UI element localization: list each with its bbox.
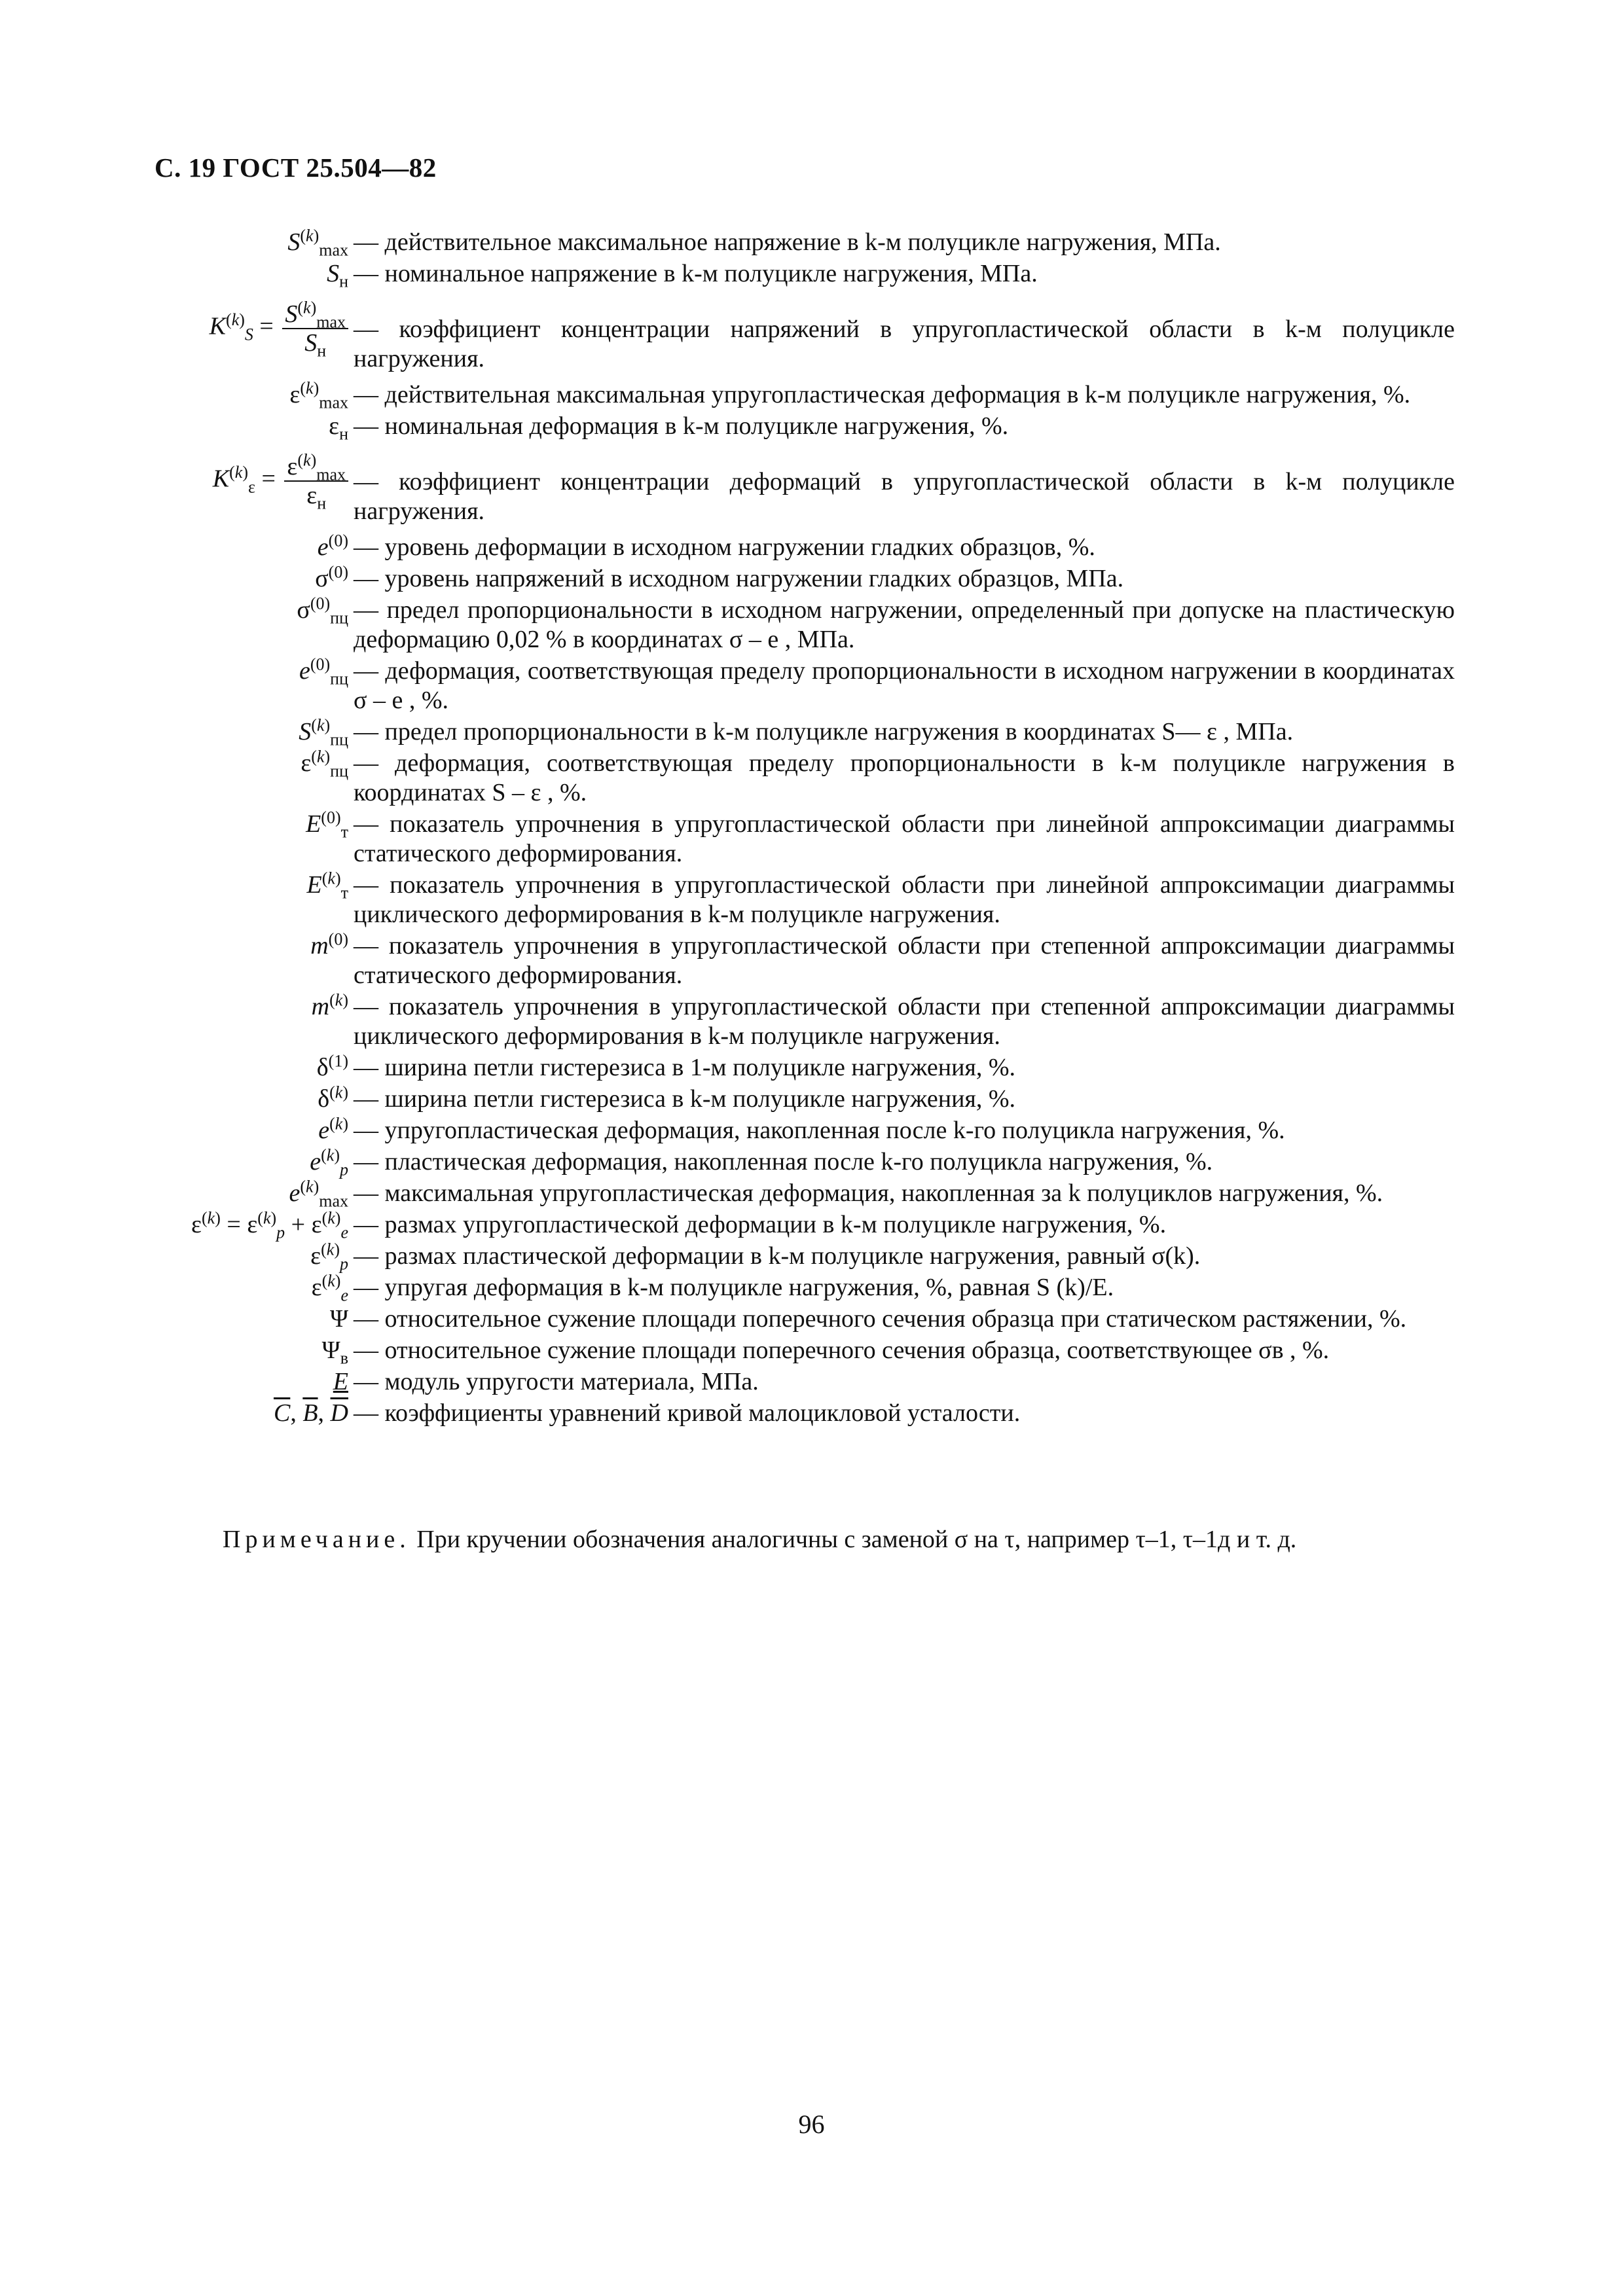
symbol-s-n: $S_н$ <box>327 260 348 291</box>
definition-row <box>0 1271 1623 1305</box>
definition-row <box>0 1053 1623 1083</box>
symbol-m-k: $m^{(k)}$ <box>311 990 348 1020</box>
definition-text: — относительное сужение площади поперечного сечения образца при статическом растяжении, %. <box>354 1305 1407 1333</box>
definition-row <box>0 810 1623 869</box>
definition-row <box>0 564 1623 594</box>
definition-text: — максимальная упругопластическая деформация, накопленная за k полуциклов нагружения, %. <box>354 1179 1383 1207</box>
definition-row <box>0 717 1623 747</box>
definition-text: — номинальная деформация в k-м полуцикле нагружения, %. <box>354 412 1009 440</box>
definition-row <box>0 450 1623 526</box>
note-text: При кручении обозначения аналогичны с заменой σ на τ, например τ–1, τ–1д и т. д. <box>410 1526 1297 1553</box>
definition-row <box>0 412 1623 444</box>
definition-text: — размах упругопластической деформации в k-м полуцикле нагружения, %. <box>354 1211 1167 1238</box>
definition-text: — ширина петли гистерезиса в k-м полуцикле нагружения, %. <box>354 1085 1016 1113</box>
definition-row <box>0 992 1623 1051</box>
definition-row <box>0 1116 1623 1145</box>
definition-row <box>0 870 1623 929</box>
definition-text: — деформация, соответствующая пределу пропорциональности в k-м полуцикле нагружения в координатах S – ε , %. <box>354 749 1455 806</box>
definition-text: — модуль упругости материала, МПа. <box>354 1368 759 1395</box>
definition-text: — упругая деформация в k-м полуцикле нагружения, %, равная S (k)/E. <box>354 1274 1114 1301</box>
definition-row <box>0 1210 1623 1240</box>
symbol-eps-p-k: $\varepsilon^{(k)}_p$ <box>310 1240 348 1274</box>
symbol-s-max: $S^{(k)}_{max}$ <box>287 226 348 260</box>
definition-row <box>0 380 1623 410</box>
definition-text: — действительное максимальное напряжение в k-м полуцикле нагружения, МПа. <box>354 228 1221 256</box>
definition-row <box>0 226 1623 260</box>
page-header: С. 19 ГОСТ 25.504—82 <box>155 152 437 183</box>
definition-text: — показатель упрочнения в упругопластической области при линейной аппроксимации диаграммы циклического деформирования в k-м полуцикле нагружения. <box>354 871 1455 928</box>
definition-row <box>0 1147 1623 1177</box>
symbol-sigma0: $\sigma^{(0)}$ <box>315 562 348 592</box>
definition-row <box>0 1085 1623 1114</box>
definition-text: — коэффициент концентрации напряжений в упругопластической области в k-м полуцикле нагружения. <box>354 315 1455 372</box>
definition-row <box>0 596 1623 655</box>
symbol-e-max-k: $e^{(k)}_{max}$ <box>289 1177 348 1211</box>
definition-text: — размах пластической деформации в k-м полуцикле нагружения, равный σ(k). <box>354 1242 1201 1270</box>
symbol-eps-max: $\varepsilon^{(k)}_{max}$ <box>289 378 348 412</box>
definition-text: — показатель упрочнения в упругопластической области при степенной аппроксимации диаграммы циклического деформирования в k-м полуцикле нагружения. <box>354 993 1455 1050</box>
definition-text: — ширина петли гистерезиса в 1-м полуцикле нагружения, %. <box>354 1054 1016 1081</box>
symbol-k-s: $K^{(k)}_S$ = $\frac{S^{(k)}_{max}}{S_н}$ <box>0 300 354 357</box>
symbol-e0: $e^{(0)}$ <box>317 531 348 561</box>
definition-text: — коэффициент концентрации деформаций в упругопластической области в k-м полуцикле нагружения. <box>354 468 1455 525</box>
symbol-psi-v: $\Psi_в$ <box>321 1336 348 1368</box>
definition-row <box>0 1336 1623 1368</box>
symbol-e-pc0: $e^{(0)}_{пц}$ <box>299 655 348 689</box>
definition-row <box>0 749 1623 808</box>
symbol-et-k: $E^{(k)}_т$ <box>306 869 348 903</box>
definition-text: — упругопластическая деформация, накопленная после k-го полуцикла нагружения, %. <box>354 1117 1285 1144</box>
symbol-m0: $m^{(0)}$ <box>310 929 348 960</box>
page-number: 96 <box>798 2109 825 2139</box>
symbol-e-k: $e^{(k)}$ <box>318 1114 348 1144</box>
definition-text: — коэффициенты уравнений кривой малоцикловой усталости. <box>354 1399 1021 1427</box>
definition-row <box>0 1177 1623 1211</box>
note-label: Примечание. <box>223 1526 410 1553</box>
definition-row <box>0 300 1623 374</box>
symbol-ep-k: $e^{(k)}_p$ <box>310 1145 348 1179</box>
symbol-eps-e-k: $\varepsilon^{(k)}_e$ <box>311 1271 348 1305</box>
definitions-list <box>0 228 1623 1430</box>
symbol-eps-pc-k: $\varepsilon^{(k)}_{пц}$ <box>301 747 348 781</box>
definition-text: — относительное сужение площади поперечного сечения образца, соответствующее σв , %. <box>354 1336 1330 1364</box>
symbol-e-mod: E <box>333 1368 348 1395</box>
definition-text: — предел пропорциональности в k-м полуцикле нагружения в координатах S— ε , МПа. <box>354 718 1294 745</box>
symbol-psi: Ψ <box>329 1305 348 1333</box>
definition-text: — уровень напряжений в исходном нагружении гладких образцов, МПа. <box>354 565 1124 592</box>
note <box>223 1525 1296 1554</box>
definition-row <box>0 1367 1623 1397</box>
symbol-eps-n: $\varepsilon_н$ <box>329 412 348 444</box>
definition-text: — предел пропорциональности в исходном нагружении, определенный при допуске на пластическую деформацию 0,02 % в координатах σ – e , МПа. <box>354 596 1455 653</box>
symbol-delta1: $\delta^{(1)}$ <box>316 1051 348 1081</box>
definition-text: — номинальное напряжение в k-м полуцикле нагружения, МПа. <box>354 260 1038 287</box>
definition-text: — уровень деформации в исходном нагружении гладких образцов, %. <box>354 533 1095 561</box>
symbol-k-eps: $K^{(k)}_\varepsilon$ = $\frac{\varepsilon^{(k)}_{max}}{\varepsilon_н}$ <box>0 453 354 509</box>
symbol-cbd: $\overline{C}$, $\overline{B}$, $\overline{D}$ <box>273 1399 348 1427</box>
definition-text: — показатель упрочнения в упругопластической области при линейной аппроксимации диаграммы статического деформирования. <box>354 810 1455 867</box>
definition-row <box>0 1304 1623 1334</box>
definition-row <box>0 1240 1623 1274</box>
definition-row <box>0 259 1623 289</box>
symbol-delta-k: $\delta^{(k)}$ <box>318 1083 348 1113</box>
definition-row <box>0 931 1623 990</box>
definition-row <box>0 1399 1623 1428</box>
definition-row <box>0 533 1623 562</box>
definition-text: — действительная максимальная упругопластическая деформация в k-м полуцикле нагружения, %. <box>354 381 1411 408</box>
symbol-sigma-pc0: $\sigma^{(0)}_{пц}$ <box>297 594 348 628</box>
definition-text: — показатель упрочнения в упругопластической области при степенной аппроксимации диаграммы статического деформирования. <box>354 932 1455 989</box>
definition-row <box>0 656 1623 715</box>
symbol-et0: $E^{(0)}_т$ <box>306 808 348 842</box>
symbol-eps-k: $\varepsilon^{(k)} = \varepsilon^{(k)}_p + \varepsilon^{(k)}_e$ <box>191 1208 348 1242</box>
symbol-s-pc-k: $S^{(k)}_{пц}$ <box>299 715 348 749</box>
definition-text: — пластическая деформация, накопленная после k-го полуцикла нагружения, %. <box>354 1148 1213 1175</box>
definition-text: — деформация, соответствующая пределу пропорциональности в исходном нагружении в координатах σ – e , %. <box>354 657 1455 714</box>
